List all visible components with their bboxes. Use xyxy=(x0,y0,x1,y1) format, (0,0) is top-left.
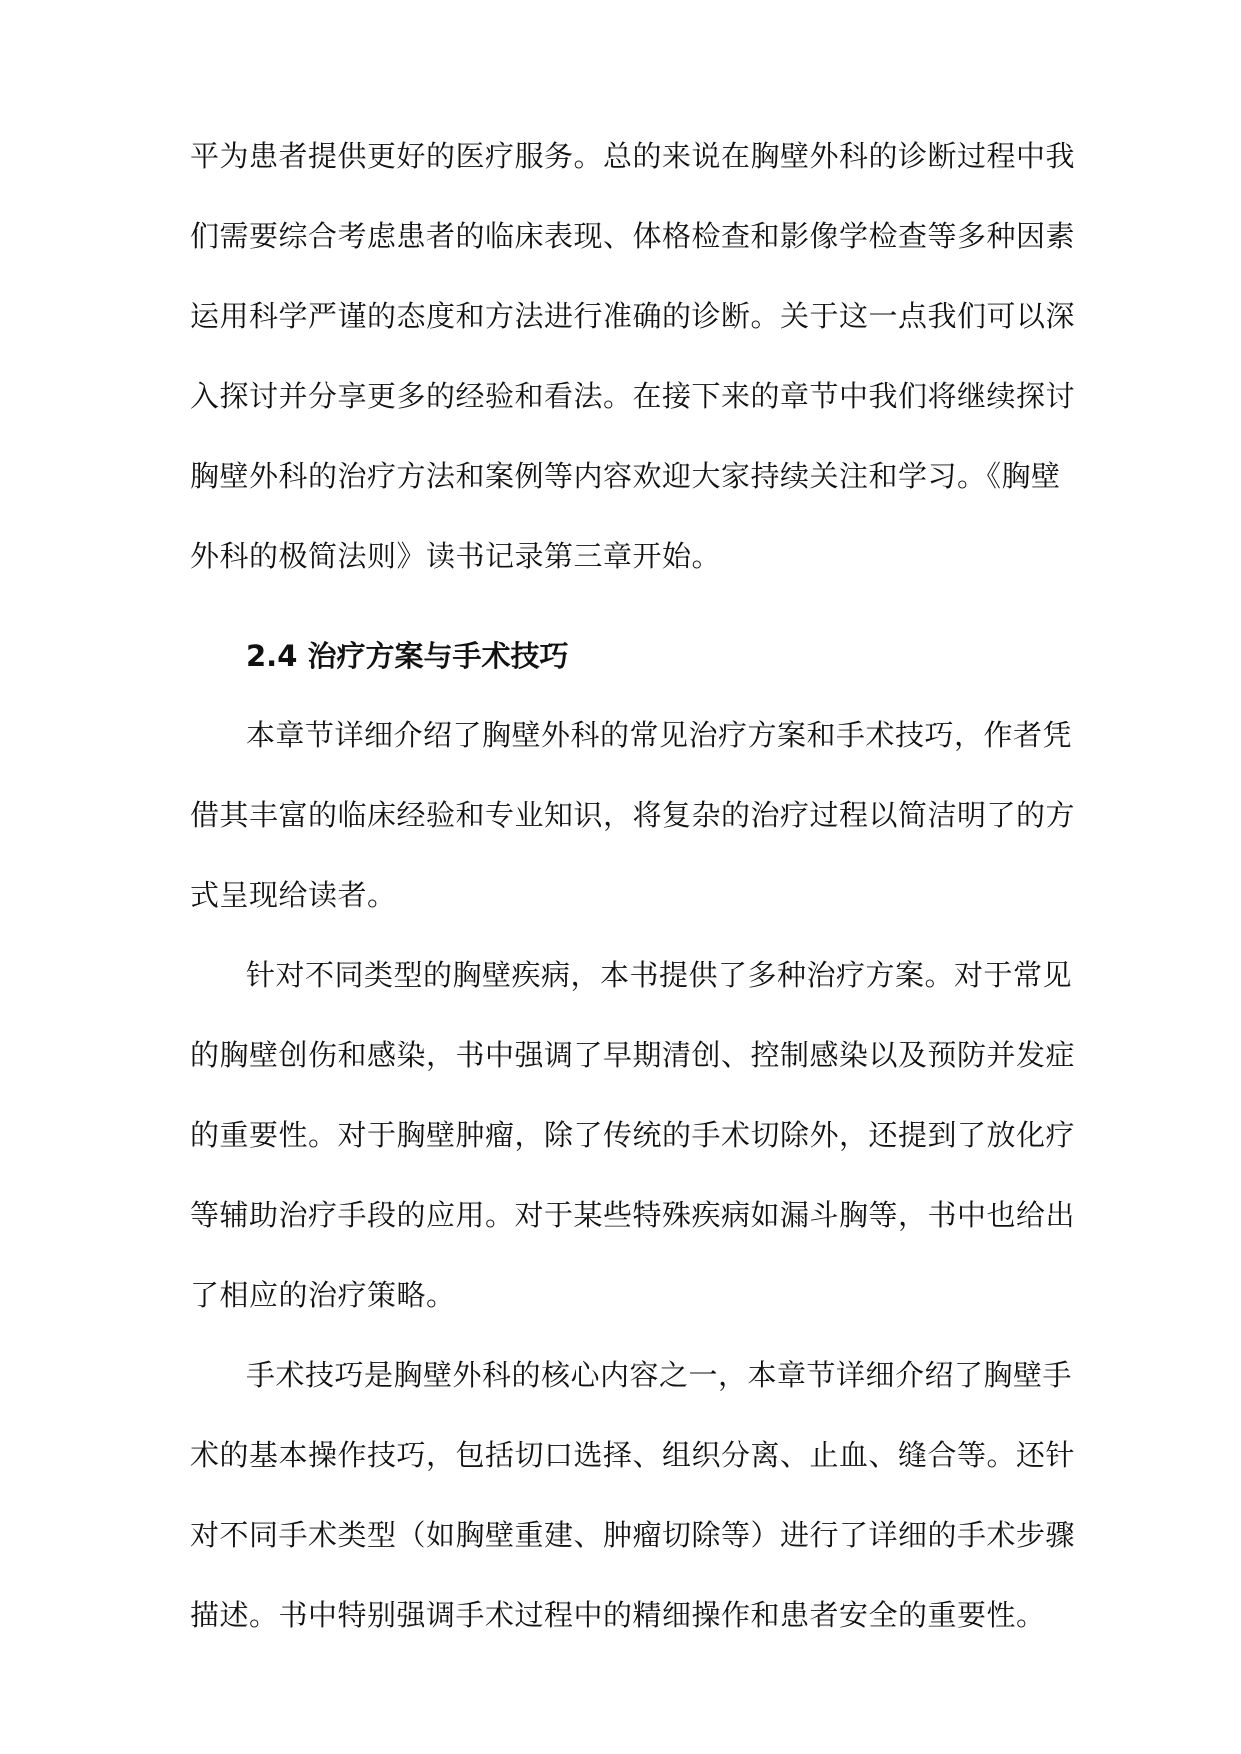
text-line: 了相应的治疗策略。 xyxy=(190,1278,456,1312)
text-line: 式呈现给读者。 xyxy=(190,878,397,912)
text-line: 们需要综合考虑患者的临床表现、体格检查和影像学检查等多种因素 xyxy=(190,219,1076,253)
text-line: 运用科学严谨的态度和方法进行准确的诊断。关于这一点我们可以深 xyxy=(190,299,1076,333)
text-line: 外科的极简法则》读书记录第三章开始。 xyxy=(190,539,722,573)
text-line: 本章节详细介绍了胸壁外科的常见治疗方案和手术技巧，作者凭 xyxy=(246,718,1073,752)
text-line: 的胸壁创伤和感染，书中强调了早期清创、控制感染以及预防并发症 xyxy=(190,1038,1076,1072)
text-line: 术的基本操作技巧，包括切口选择、组织分离、止血、缝合等。还针 xyxy=(190,1438,1076,1472)
text-line: 手术技巧是胸壁外科的核心内容之一，本章节详细介绍了胸壁手 xyxy=(246,1358,1073,1392)
text-line: 描述。书中特别强调手术过程中的精细操作和患者安全的重要性。 xyxy=(190,1598,1046,1632)
section-heading: 2.4 治疗方案与手术技巧 xyxy=(246,639,569,673)
text-line: 的重要性。对于胸壁肿瘤，除了传统的手术切除外，还提到了放化疗 xyxy=(190,1118,1076,1152)
text-line: 胸壁外科的治疗方法和案例等内容欢迎大家持续关注和学习。《胸壁 xyxy=(190,459,1061,493)
text-line: 平为患者提供更好的医疗服务。总的来说在胸壁外科的诊断过程中我 xyxy=(190,139,1076,173)
text-line: 入探讨并分享更多的经验和看法。在接下来的章节中我们将继续探讨 xyxy=(190,379,1076,413)
text-line: 针对不同类型的胸壁疾病，本书提供了多种治疗方案。对于常见 xyxy=(246,958,1073,992)
text-line: 对不同手术类型（如胸壁重建、肿瘤切除等）进行了详细的手术步骤 xyxy=(190,1518,1076,1552)
text-line: 借其丰富的临床经验和专业知识，将复杂的治疗过程以简洁明了的方 xyxy=(190,798,1076,832)
text-line: 等辅助治疗手段的应用。对于某些特殊疾病如漏斗胸等，书中也给出 xyxy=(190,1198,1076,1232)
